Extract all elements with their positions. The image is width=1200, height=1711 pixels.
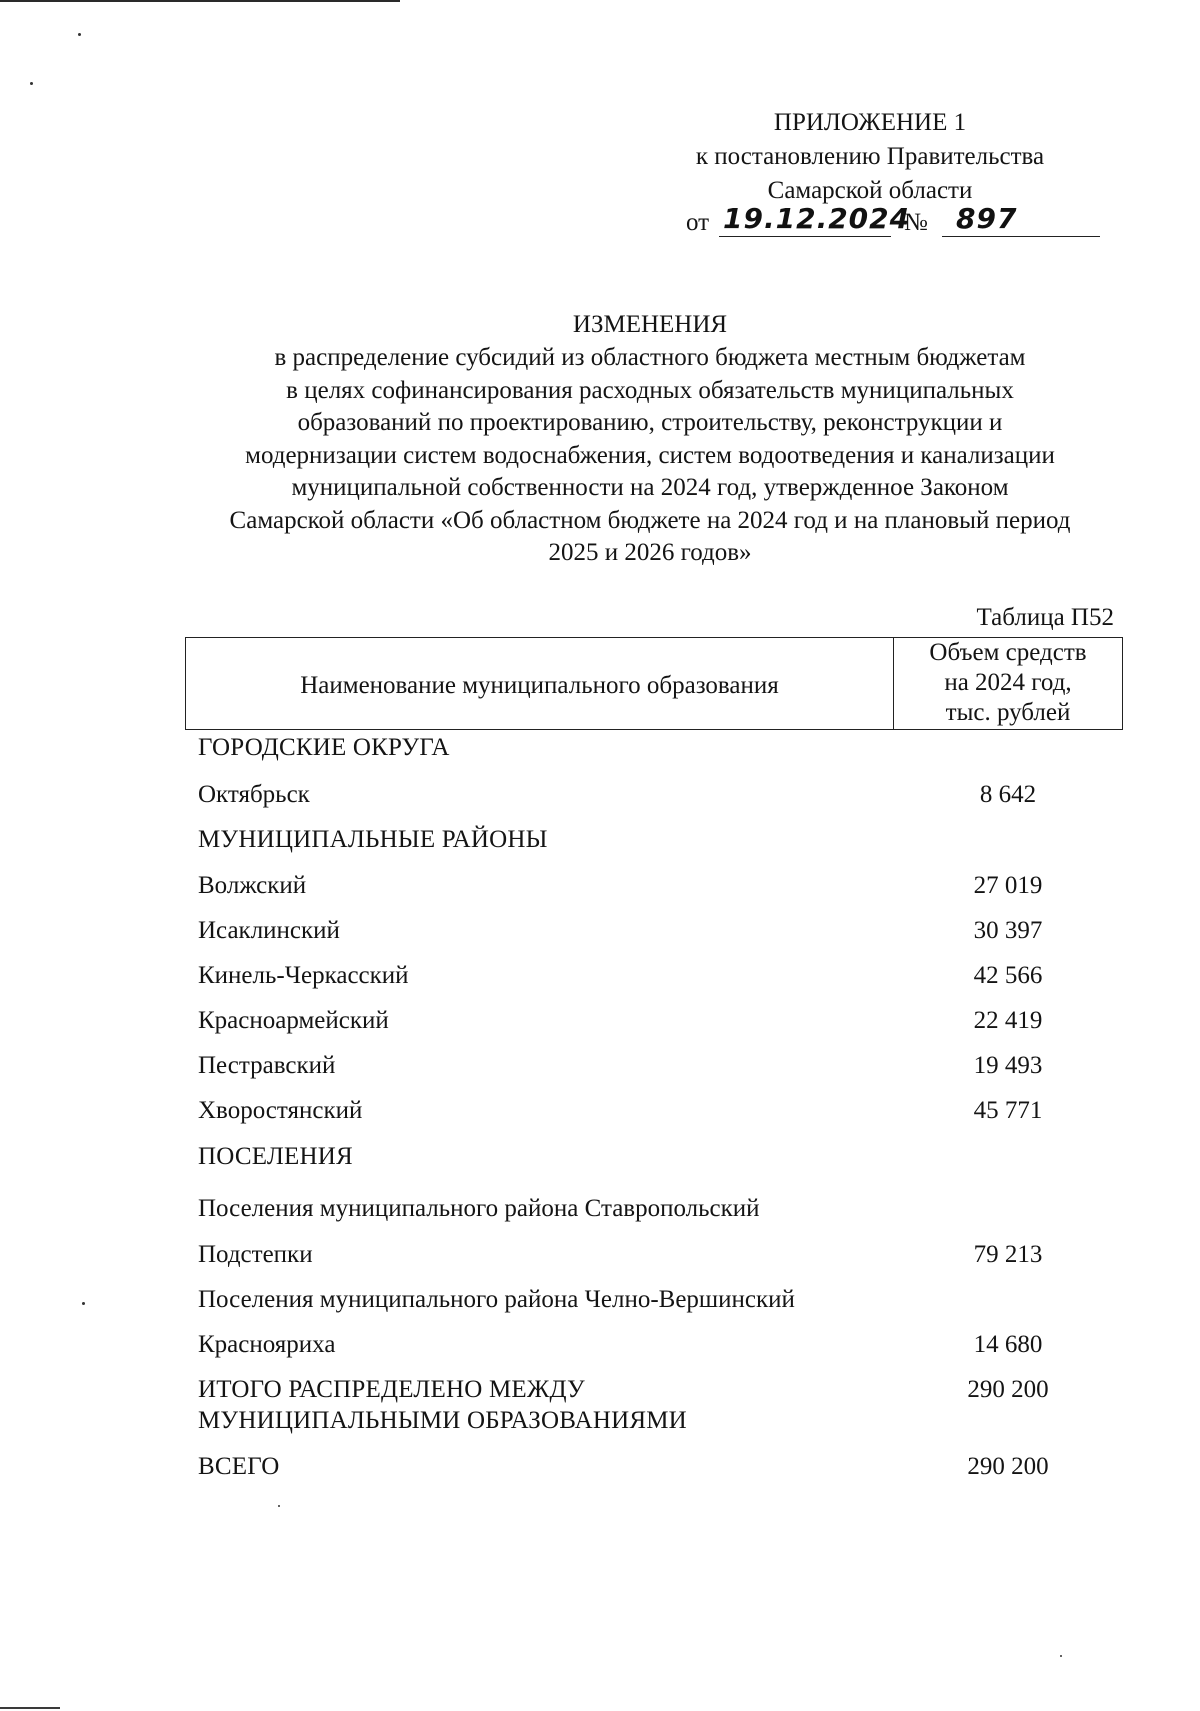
row-name: ПОСЕЛЕНИЯ: [198, 1143, 353, 1170]
row-name: Хворостянский: [198, 1097, 363, 1124]
row-value: 45 771: [973, 1097, 1043, 1124]
row-name: Поселения муниципального района Ставропольский: [198, 1195, 760, 1222]
row-name: Красноармейский: [198, 1007, 389, 1034]
row-name: Пестравский: [198, 1052, 336, 1079]
document-title: ИЗМЕНЕНИЯ: [572, 311, 728, 338]
row-name: Кинель-Черкасский: [198, 962, 409, 989]
subtitle-line: в распределение субсидий из областного бюджета местным бюджетам: [274, 344, 1026, 371]
table-label: Таблица П52: [976, 604, 1114, 631]
row-name: Волжский: [198, 872, 307, 899]
row-value: 42 566: [973, 962, 1043, 989]
row-value: 22 419: [973, 1007, 1043, 1034]
subtitle-line: Самарской области «Об областном бюджете на 2024 год и на плановый период: [229, 506, 1071, 534]
appendix-line-2: Самарской области: [767, 177, 973, 204]
row-value: 8 642: [979, 781, 1037, 808]
row-value: 27 019: [973, 872, 1043, 899]
appendix-title: ПРИЛОЖЕНИЕ 1: [773, 109, 967, 136]
row-value: 290 200: [967, 1453, 1049, 1480]
row-value: 79 213: [973, 1241, 1043, 1268]
row-value: 290 200: [967, 1376, 1049, 1403]
handwritten-number: 897: [956, 202, 1018, 235]
subtitle-line: муниципальной собственности на 2024 год, утвержденное Законом: [291, 474, 1009, 501]
row-name: ВСЕГО: [198, 1453, 280, 1480]
row-name: Поселения муниципального района Челно-Вершинский: [198, 1286, 795, 1313]
row-name: МУНИЦИПАЛЬНЫЕ РАЙОНЫ: [198, 826, 548, 853]
row-value: 14 680: [973, 1331, 1043, 1358]
handwritten-date: 19.12.2024: [723, 202, 911, 235]
subtitle-line: 2025 и 2026 годов»: [548, 539, 752, 566]
date-prefix: от: [686, 209, 710, 236]
row-name: Краснояриха: [198, 1331, 336, 1358]
row-name: Октябрьск: [198, 781, 310, 808]
appendix-line-1: к постановлению Правительства: [695, 143, 1045, 170]
subtitle-line: модернизации систем водоснабжения, систем водоотведения и канализации: [245, 441, 1055, 469]
row-name: МУНИЦИПАЛЬНЫМИ ОБРАЗОВАНИЯМИ: [198, 1407, 687, 1434]
subtitle-line: в целях софинансирования расходных обязательств муниципальных: [286, 376, 1014, 404]
header-value-line: Объем средств: [929, 639, 1087, 666]
row-name: ИТОГО РАСПРЕДЕЛЕНО МЕЖДУ: [198, 1376, 585, 1403]
subtitle-line: образований по проектированию, строительству, реконструкции и: [297, 409, 1003, 436]
header-value-line: на 2024 год,: [944, 669, 1072, 696]
number-sign: №: [904, 209, 928, 236]
header-name-label: Наименование муниципального образования: [300, 672, 779, 699]
row-name: ГОРОДСКИЕ ОКРУГА: [198, 734, 450, 761]
row-name: Исаклинский: [198, 917, 340, 944]
row-value: 19 493: [973, 1052, 1043, 1079]
row-name: Подстепки: [198, 1241, 313, 1268]
header-value-line: тыс. рублей: [945, 699, 1071, 726]
row-value: 30 397: [973, 917, 1043, 944]
